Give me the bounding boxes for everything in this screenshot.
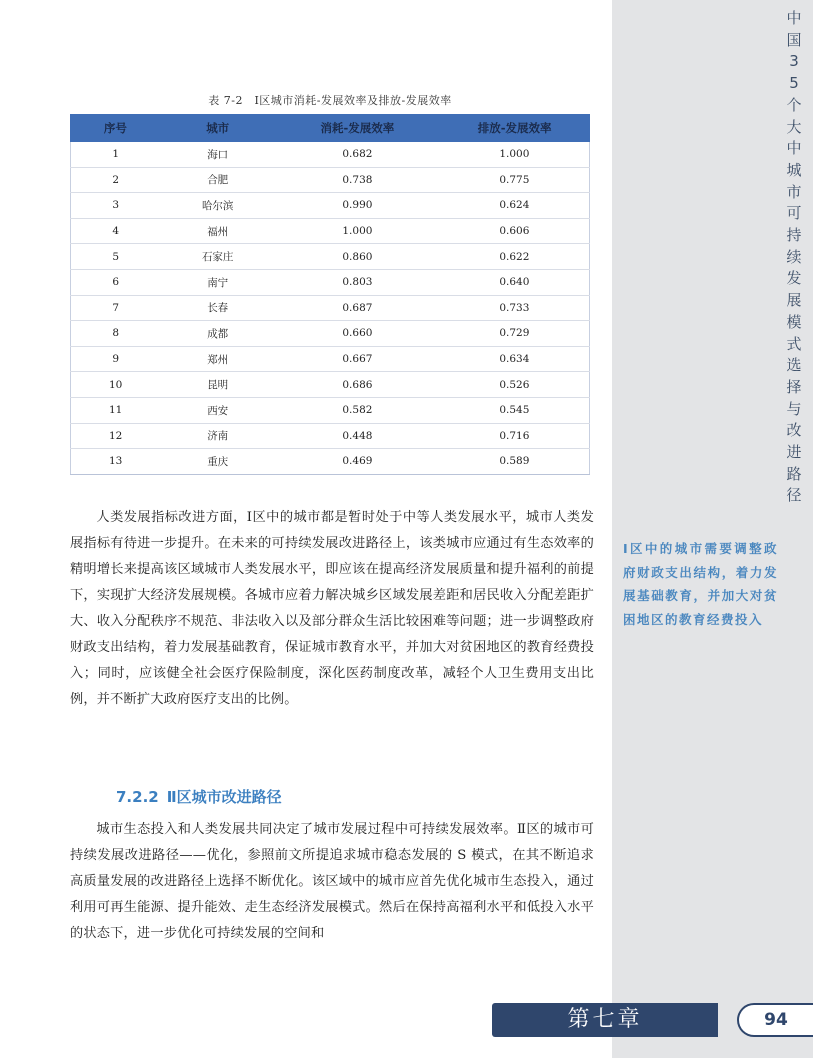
margin-note: Ⅰ区中的城市需要调整政府财政支出结构，着力发展基础教育，并加大对贫困地区的教育经费投入 [623,541,778,627]
cell-emission-efficiency: 1.000 [440,142,590,168]
cell-emission-efficiency: 0.634 [440,346,590,372]
title-char: 续 [786,247,802,266]
title-char: 发 [786,269,802,288]
table-row [71,321,590,347]
cell-consumption-efficiency: 0.660 [275,321,440,347]
table-row [71,397,590,423]
cell-city: 哈尔滨 [160,193,275,219]
section-number: 7.2.2 [116,788,159,806]
cell-index: 1 [71,142,161,168]
header-city: 城市 [160,115,275,142]
cell-emission-efficiency: 0.606 [440,218,590,244]
cell-emission-efficiency: 0.729 [440,321,590,347]
table-row [71,244,590,270]
title-char: 择 [786,377,802,396]
table-row [71,295,590,321]
title-char: 3 [789,52,799,71]
cell-index: 12 [71,423,161,449]
table-row [71,449,590,475]
cell-consumption-efficiency: 0.860 [275,244,440,270]
title-char: 进 [786,443,802,462]
book-title-vertical [781,8,807,507]
title-char: 城 [786,160,802,179]
title-char: 路 [786,464,802,483]
cell-consumption-efficiency: 0.687 [275,295,440,321]
cell-emission-efficiency: 0.733 [440,295,590,321]
table-row [71,193,590,219]
section-heading [116,786,282,807]
cell-index: 13 [71,449,161,475]
title-char: 国 [786,30,802,49]
cell-index: 7 [71,295,161,321]
cell-consumption-efficiency: 0.469 [275,449,440,475]
title-char: 个 [786,95,802,114]
cell-city: 郑州 [160,346,275,372]
cell-city: 石家庄 [160,244,275,270]
page-number: 94 [737,1003,813,1037]
cell-city: 西安 [160,397,275,423]
cell-city: 济南 [160,423,275,449]
efficiency-table [70,114,590,475]
cell-index: 11 [71,397,161,423]
cell-consumption-efficiency: 1.000 [275,218,440,244]
chapter-label: 第七章 [492,1003,718,1037]
title-char: 选 [786,356,802,375]
cell-consumption-efficiency: 0.667 [275,346,440,372]
cell-consumption-efficiency: 0.686 [275,372,440,398]
cell-index: 10 [71,372,161,398]
title-char: 持 [786,226,802,245]
cell-city: 成都 [160,321,275,347]
table-row [71,346,590,372]
table-row [71,167,590,193]
paragraph-region-1: 人类发展指标改进方面，Ⅰ区中的城市都是暂时处于中等人类发展水平，城市人类发展指标有待进一步提升。在未来的可持续发展改进路径上，该类城市应通过有生态效率的精明增长来提高该区域城市人类发展水平，即应该在提高经济发展质量和提升福利的前提下，实现扩大经济发展规模。各城市应着力解决城乡区域发展差距和居民收入分配差距扩大、收入分配秩序不规范、非法收入以及部分群众生活比较困难等问题；进一步调整政府财政支出结构，着力发展基础教育，保证城市教育水平，并加大对贫困地区的教育经费投入；同时，应该健全社会医疗保险制度，深化医药制度改革，减轻个人卫生费用支出比例，并不断扩大政府医疗支出的比例。 [70,510,594,707]
cell-city: 福州 [160,218,275,244]
table-row [71,142,590,168]
table-row [71,372,590,398]
title-char: 模 [786,312,802,331]
cell-city: 重庆 [160,449,275,475]
title-char: 可 [786,204,802,223]
title-char: 中 [786,9,802,27]
table-body [71,142,590,475]
table-row [71,218,590,244]
header-consumption-efficiency: 消耗-发展效率 [275,115,440,142]
table-row [71,423,590,449]
header-index: 序号 [71,115,161,142]
cell-emission-efficiency: 0.622 [440,244,590,270]
cell-consumption-efficiency: 0.582 [275,397,440,423]
title-char: 展 [786,291,802,310]
cell-consumption-efficiency: 0.990 [275,193,440,219]
header-emission-efficiency: 排放-发展效率 [440,115,590,142]
table-header-row [71,115,590,142]
cell-emission-efficiency: 0.775 [440,167,590,193]
title-char: 改 [786,421,802,440]
paragraph-region-2: 城市生态投入和人类发展共同决定了城市发展过程中可持续发展效率。Ⅱ区的城市可持续发展改进路径——优化，参照前文所提追求城市稳态发展的 S 模式，在其不断追求高质量发展的改进路径上选择不断优化。该区域中的城市应首先优化城市生态投入，通过利用可再生能源、提升能效、走生态经济发展模式。然后在保持高福利水平和低投入水平的状态下，进一步优化可持续发展的空间和 [70,822,594,941]
title-char: 5 [789,74,799,93]
title-char: 中 [786,139,802,158]
title-char: 式 [786,334,802,353]
cell-consumption-efficiency: 0.448 [275,423,440,449]
section-title: Ⅱ区城市改进路径 [166,788,282,806]
cell-city: 长春 [160,295,275,321]
cell-city: 昆明 [160,372,275,398]
cell-index: 8 [71,321,161,347]
cell-consumption-efficiency: 0.738 [275,167,440,193]
cell-city: 合肥 [160,167,275,193]
cell-emission-efficiency: 0.589 [440,449,590,475]
cell-index: 2 [71,167,161,193]
cell-consumption-efficiency: 0.682 [275,142,440,168]
cell-emission-efficiency: 0.640 [440,269,590,295]
title-char: 市 [786,182,802,201]
cell-emission-efficiency: 0.526 [440,372,590,398]
table-row [71,269,590,295]
cell-consumption-efficiency: 0.803 [275,269,440,295]
cell-city: 南宁 [160,269,275,295]
title-char: 与 [786,399,802,418]
cell-index: 6 [71,269,161,295]
cell-city: 海口 [160,142,275,168]
cell-emission-efficiency: 0.545 [440,397,590,423]
cell-index: 5 [71,244,161,270]
cell-index: 4 [71,218,161,244]
cell-emission-efficiency: 0.624 [440,193,590,219]
table-caption: 表 7-2 Ⅰ区城市消耗-发展效率及排放-发展效率 [208,94,452,107]
title-char: 径 [786,486,802,505]
cell-index: 3 [71,193,161,219]
title-char: 大 [786,117,802,136]
cell-emission-efficiency: 0.716 [440,423,590,449]
cell-index: 9 [71,346,161,372]
